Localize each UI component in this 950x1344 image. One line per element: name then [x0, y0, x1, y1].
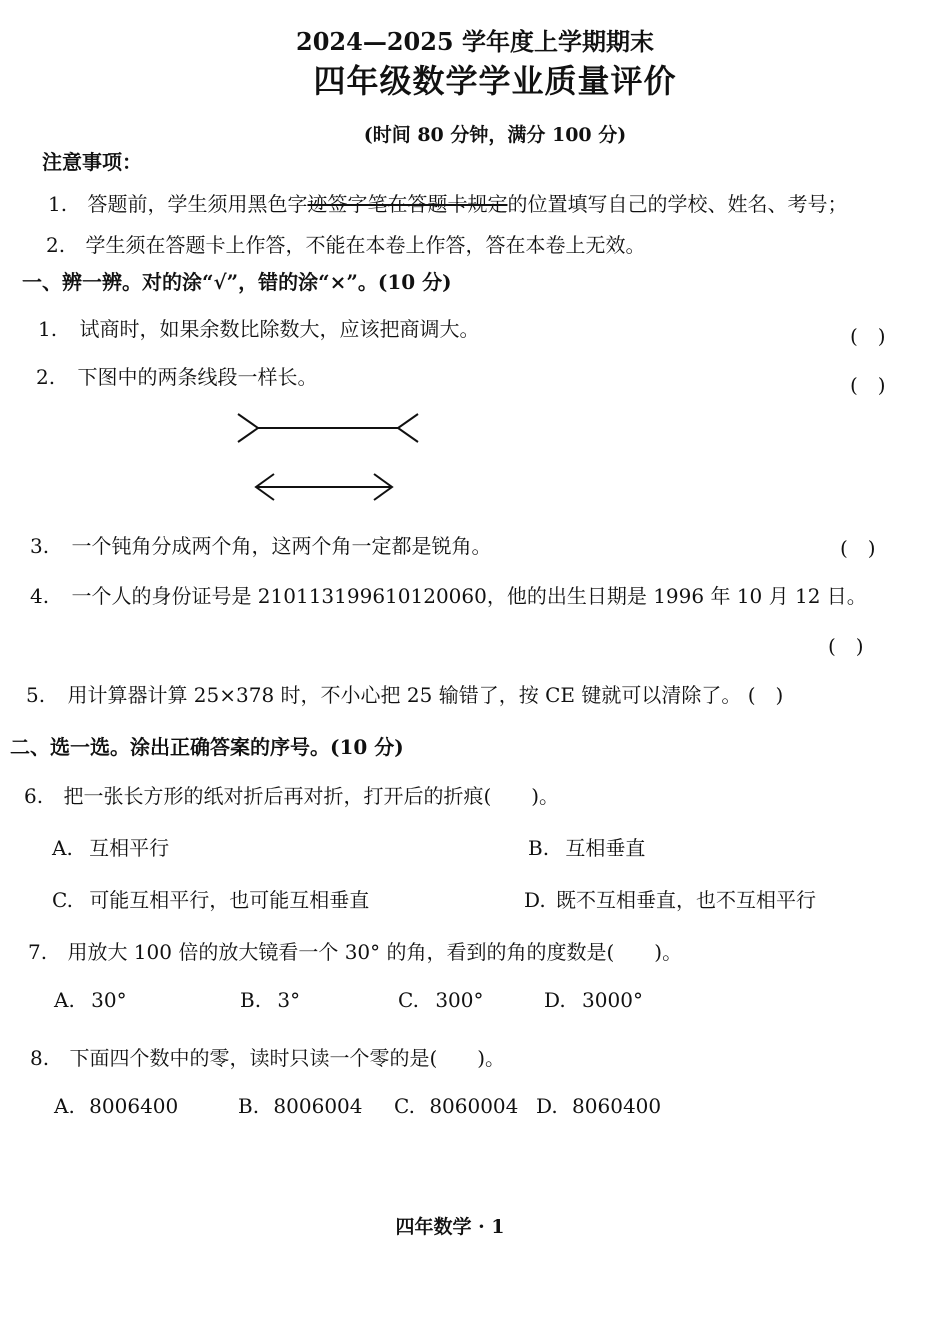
option-a[interactable]	[52, 832, 169, 861]
option-label: B.	[238, 1094, 260, 1118]
question-1	[38, 313, 479, 342]
option-b[interactable]	[240, 988, 300, 1012]
question-number: 4.	[30, 584, 50, 608]
option-text: 可能互相平行，也可能互相垂直	[89, 888, 370, 912]
option-c[interactable]	[394, 1094, 518, 1118]
option-label: B.	[528, 836, 550, 860]
option-label: C.	[398, 988, 419, 1012]
question-text: 用计算器计算 25×378 时，不小心把 25 输错了，按 CE 键就可以清除了。	[67, 683, 742, 707]
section-2-heading: 二、选一选。涂出正确答案的序号。(10 分)	[10, 735, 404, 759]
option-d[interactable]	[544, 988, 643, 1012]
option-text: 8060004	[429, 1094, 519, 1118]
page-footer: 四年数学 · 1	[395, 1216, 505, 1238]
question-3	[30, 530, 491, 559]
option-b[interactable]	[238, 1094, 363, 1118]
option-text: 互相垂直	[565, 836, 646, 860]
question-text: 用放大 100 倍的放大镜看一个 30° 的角，看到的角的度数是( )。	[67, 940, 683, 964]
answer-paren[interactable]: ( )	[747, 683, 784, 707]
page-title: 四年级数学学业质量评价	[313, 62, 677, 100]
top-left-tip	[238, 414, 258, 442]
option-label: D.	[536, 1094, 558, 1118]
question-text: 下面四个数中的零，读时只读一个零的是( )。	[69, 1046, 506, 1070]
notice-item-text-b: 的位置填写自己的学校、姓名、考号；	[507, 192, 848, 216]
section-1-heading: 一、辨一辨。对的涂“√”，错的涂“×”。(10 分)	[22, 270, 452, 294]
option-label: C.	[52, 888, 73, 912]
option-text: 3°	[277, 988, 301, 1012]
option-text: 3000°	[582, 988, 643, 1012]
notice-item-number: 1.	[48, 192, 68, 216]
question-text: 试商时，如果余数比除数大，应该把商调大。	[79, 317, 480, 341]
option-label: D.	[544, 988, 566, 1012]
option-label: B.	[240, 988, 262, 1012]
time-note: (时间 80 分钟，满分 100 分)	[363, 124, 627, 146]
top-right-tip	[398, 414, 418, 442]
option-label: A.	[54, 988, 75, 1012]
option-text: 既不互相垂直，也不互相平行	[556, 888, 817, 912]
question-number: 7.	[28, 940, 48, 964]
option-text: 300°	[435, 988, 484, 1012]
option-text: 8060400	[572, 1094, 662, 1118]
option-label: A.	[52, 836, 73, 860]
line-segments-figure	[230, 400, 430, 510]
notice-item-text: 学生须在答题卡上作答，不能在本卷上作答，答在本卷上无效。	[85, 233, 646, 257]
option-d[interactable]	[536, 1094, 661, 1118]
year-line: 2024—2025 学年度上学期期末	[296, 27, 654, 56]
option-a[interactable]	[54, 988, 127, 1012]
option-c[interactable]	[398, 988, 484, 1012]
answer-paren[interactable]: ( )	[840, 536, 876, 560]
question-text: 下图中的两条线段一样长。	[77, 365, 318, 389]
answer-paren[interactable]: ( )	[828, 634, 864, 658]
option-text: 8006004	[273, 1094, 363, 1118]
answer-paren[interactable]: ( )	[850, 324, 886, 348]
option-text: 互相平行	[89, 836, 170, 860]
question-6	[24, 780, 559, 809]
question-text: 一个人的身份证号是 210113199610120060，他的出生日期是 1996 年 10 月 12 日。	[71, 584, 867, 608]
option-text: 30°	[91, 988, 127, 1012]
notice-item-text-strike: 迹签字笔在答题卡规定	[307, 192, 508, 216]
option-b[interactable]	[528, 832, 645, 861]
question-5	[26, 679, 783, 708]
option-label: D.	[524, 888, 546, 912]
option-text: 8006400	[89, 1094, 179, 1118]
question-4	[30, 580, 867, 609]
question-number: 8.	[30, 1046, 50, 1070]
notice-item-2	[46, 229, 645, 258]
question-number: 5.	[26, 683, 46, 707]
question-text: 把一张长方形的纸对折后再对折，打开后的折痕( )。	[63, 784, 560, 808]
question-number: 1.	[38, 317, 58, 341]
notice-item-number: 2.	[46, 233, 66, 257]
option-label: A.	[54, 1094, 75, 1118]
option-d[interactable]	[524, 884, 816, 913]
option-c[interactable]	[52, 884, 369, 913]
question-8	[30, 1042, 505, 1071]
answer-paren[interactable]: ( )	[850, 373, 886, 397]
question-number: 6.	[24, 784, 44, 808]
notice-item-text-a: 答题前，学生须用黑色字	[87, 192, 308, 216]
question-2	[36, 361, 317, 390]
question-text: 一个钝角分成两个角，这两个角一定都是锐角。	[71, 534, 492, 558]
option-label: C.	[394, 1094, 415, 1118]
option-a[interactable]	[54, 1094, 178, 1118]
question-7	[28, 936, 682, 965]
notice-item-1	[48, 188, 847, 217]
question-number: 2.	[36, 365, 56, 389]
notice-heading: 注意事项：	[42, 150, 142, 174]
question-number: 3.	[30, 534, 50, 558]
